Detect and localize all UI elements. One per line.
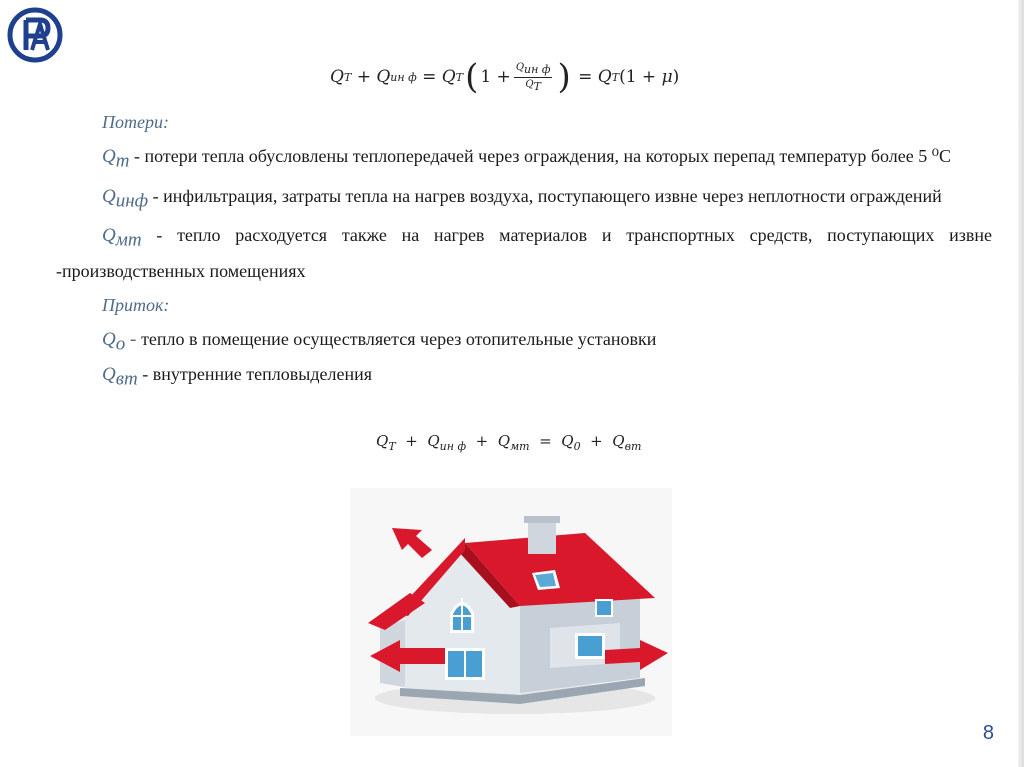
fraction: $\frac{Q_{ин ф}}{Q_T}$ (515, 61, 551, 93)
gain-item-qvt: $Q_{вт}$ - внутренние тепловыделения (102, 364, 373, 390)
heat-balance-formula-top: Q T + Q ин ф = Q T ( 1 + $\frac{Q_{ин ф}}{Q_T}$ ) = Q T ( 1 + μ ) (330, 57, 680, 97)
losses-heading: Потери: (102, 112, 169, 132)
page-number: 8 (982, 722, 994, 744)
heat-arrow-top (392, 528, 432, 558)
gains-heading: Приток: (102, 294, 170, 315)
institution-logo (6, 6, 64, 64)
gain-item-qo: $Q_о$ - тепло в помещение осуществляется через отопительные установки (102, 328, 657, 355)
house-icon (350, 488, 672, 736)
slide-content (56, 107, 992, 395)
slide-edge (1018, 0, 1024, 767)
house-heat-loss-illustration (350, 488, 672, 736)
loss-item-qmt: $Q_{мт}$ - тепло расходуется также на нагрев материалов и транспортных средств, поступающих извне -производственных помещениях (56, 225, 992, 281)
heat-balance-formula-bottom: $Q_T + Q_{ин ф} + Q_{мт} = Q_0 + Q_{вт}$ (376, 432, 642, 453)
loss-item-qt: $Q_т$ - потери тепла обусловлены теплопередачей через ограждения, на которых перепад температур более 5 ⁰С (102, 146, 951, 172)
loss-item-qinf: $Q_{инф}$ - инфильтрация, затраты тепла на нагрев воздуха, поступающего извне через неплотности ограждений (102, 185, 942, 212)
